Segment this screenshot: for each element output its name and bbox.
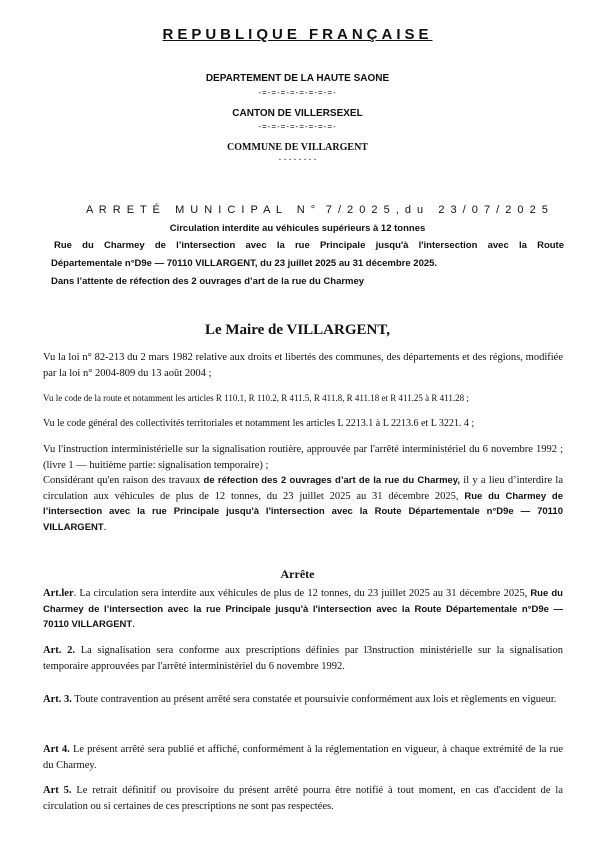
article-text: Le retrait définitif ou provisoire du présent arrêté pourra être notifié à tout moment, en cas d'accident de la circulation ou si certaines de ces prescriptions ne sont pas respectées. [43,785,563,812]
canton-label: CANTON DE VILLERSEXEL [232,108,363,119]
vu-paragraph: Vu le code général des collectivités territoriales et notamment les articles L 2213.1 à L 2213.6 et L 3221. 4 ; [43,418,475,429]
maire-heading: Le Maire de VILLARGENT, [204,322,390,338]
article-1 [43,586,563,633]
arrete-subject-line: Départementale n°D9e — 70110 VILLARGENT, du 23 juillet 2025 au 31 décembre 2025. [51,258,438,269]
article-label: Art.ler [43,588,74,599]
separator-dashes: -=-=-=-=-=-=-=-=- [258,88,337,97]
article-label: Art 4. [43,744,70,755]
article-5 [43,783,563,814]
article-label: Art. 3. [43,694,72,705]
article-3 [43,692,563,708]
article-text: . [132,619,135,630]
considerant-text: . [103,521,107,533]
article-text: Toute contravention au présent arrêté sera constatée et poursuivie conformément aux lois et règlements en vigueur. [71,694,557,705]
considerant-bold: Rue du Charmey de l’intersection avec la rue Principale jusqu'à l'intersection avec la Route Départementale n°D9e — 70110 VILLARGENT [43,490,563,533]
arrete-heading: Arrête [280,567,315,581]
departement-label: DEPARTEMENT DE LA HAUTE SAONE [205,73,390,84]
article-label: Art. 2. [43,645,75,656]
commune-label: COMMUNE DE VILLARGENT [227,142,368,153]
article-text: . La circulation sera interdite aux véhicules de plus de 12 tonnes, du 23 juillet 2025 au 31 décembre 2025, [73,588,531,599]
considerant-text: il y a lieu d’interdire la circulation aux véhicules de plus de 12 tonnes, du 23 juillet 2025 au 31 décembre 2025, [43,475,563,502]
article-4 [43,742,563,773]
vu-paragraph: Vu la loi n° 82-213 du 2 mars 1982 relative aux droits et libertés des communes, des départements et des régions, modifiée par la loi n° 2004-809 du 13 août 2004 ; [43,352,563,379]
arrete-subject-line: Rue du Charmey de l’intersection avec la rue Principale jusqu'à l'intersection avec la Route [54,240,564,251]
article-2 [43,643,563,674]
article-label: Art 5. [43,785,72,796]
vu-paragraph: Vu l'instruction interministérielle sur la signalisation routière, approuvée par l'arrêté interministériel du 6 novembre 1992 ; (livre 1 — huitième partie: signalisation temporaire) ; [43,444,563,471]
considerant-paragraph [43,473,563,535]
vu-paragraph: Vu le code de la route et notamment les articles R 110.1, R 110.2, R 411.5, R 411.8, R 411.18 et R 411.25 à R 411.28 ; [43,393,469,403]
considerant-text: Considérant qu'en raison des travaux [43,475,204,486]
arrete-title: A R R E T É M U N I C I P A L N ° 7 / 2 0 2 5 , d u 2 3 / 0 7 / 2 0 2 5 [86,204,550,216]
republique-heading: REPUBLIQUE FRANÇAISE [162,26,433,43]
article-text: Le présent arrêté sera publié et affiché, conformément à la réglementation en vigueur, à chaque extrémité de la rue du Charmey. [43,744,563,771]
separator-dashes: -=-=-=-=-=-=-=-=- [258,122,337,131]
article-bold: Rue du Charmey de l’intersection avec la rue Principale jusqu'à l'intersection avec la Route Départementale n°D9e — 70110 VILLARGENT [43,588,563,630]
article-text: La signalisation sera conforme aux prescriptions définies par l3nstruction ministérielle sur la signalisation temporaire approuvées par l'arrêté interministériel du 6 novembre 1992. [43,645,563,672]
considerant-bold: de réfection des 2 ouvrages d’art de la rue du Charmey, [203,475,461,486]
arrete-subject-line: Circulation interdite au véhicules supérieurs à 12 tonnes [169,223,426,234]
separator-dots: . . . . . . . . [278,152,317,163]
arrete-subject-line: Dans l’attente de réfection des 2 ouvrages d’art de la rue du Charmey [51,276,365,287]
